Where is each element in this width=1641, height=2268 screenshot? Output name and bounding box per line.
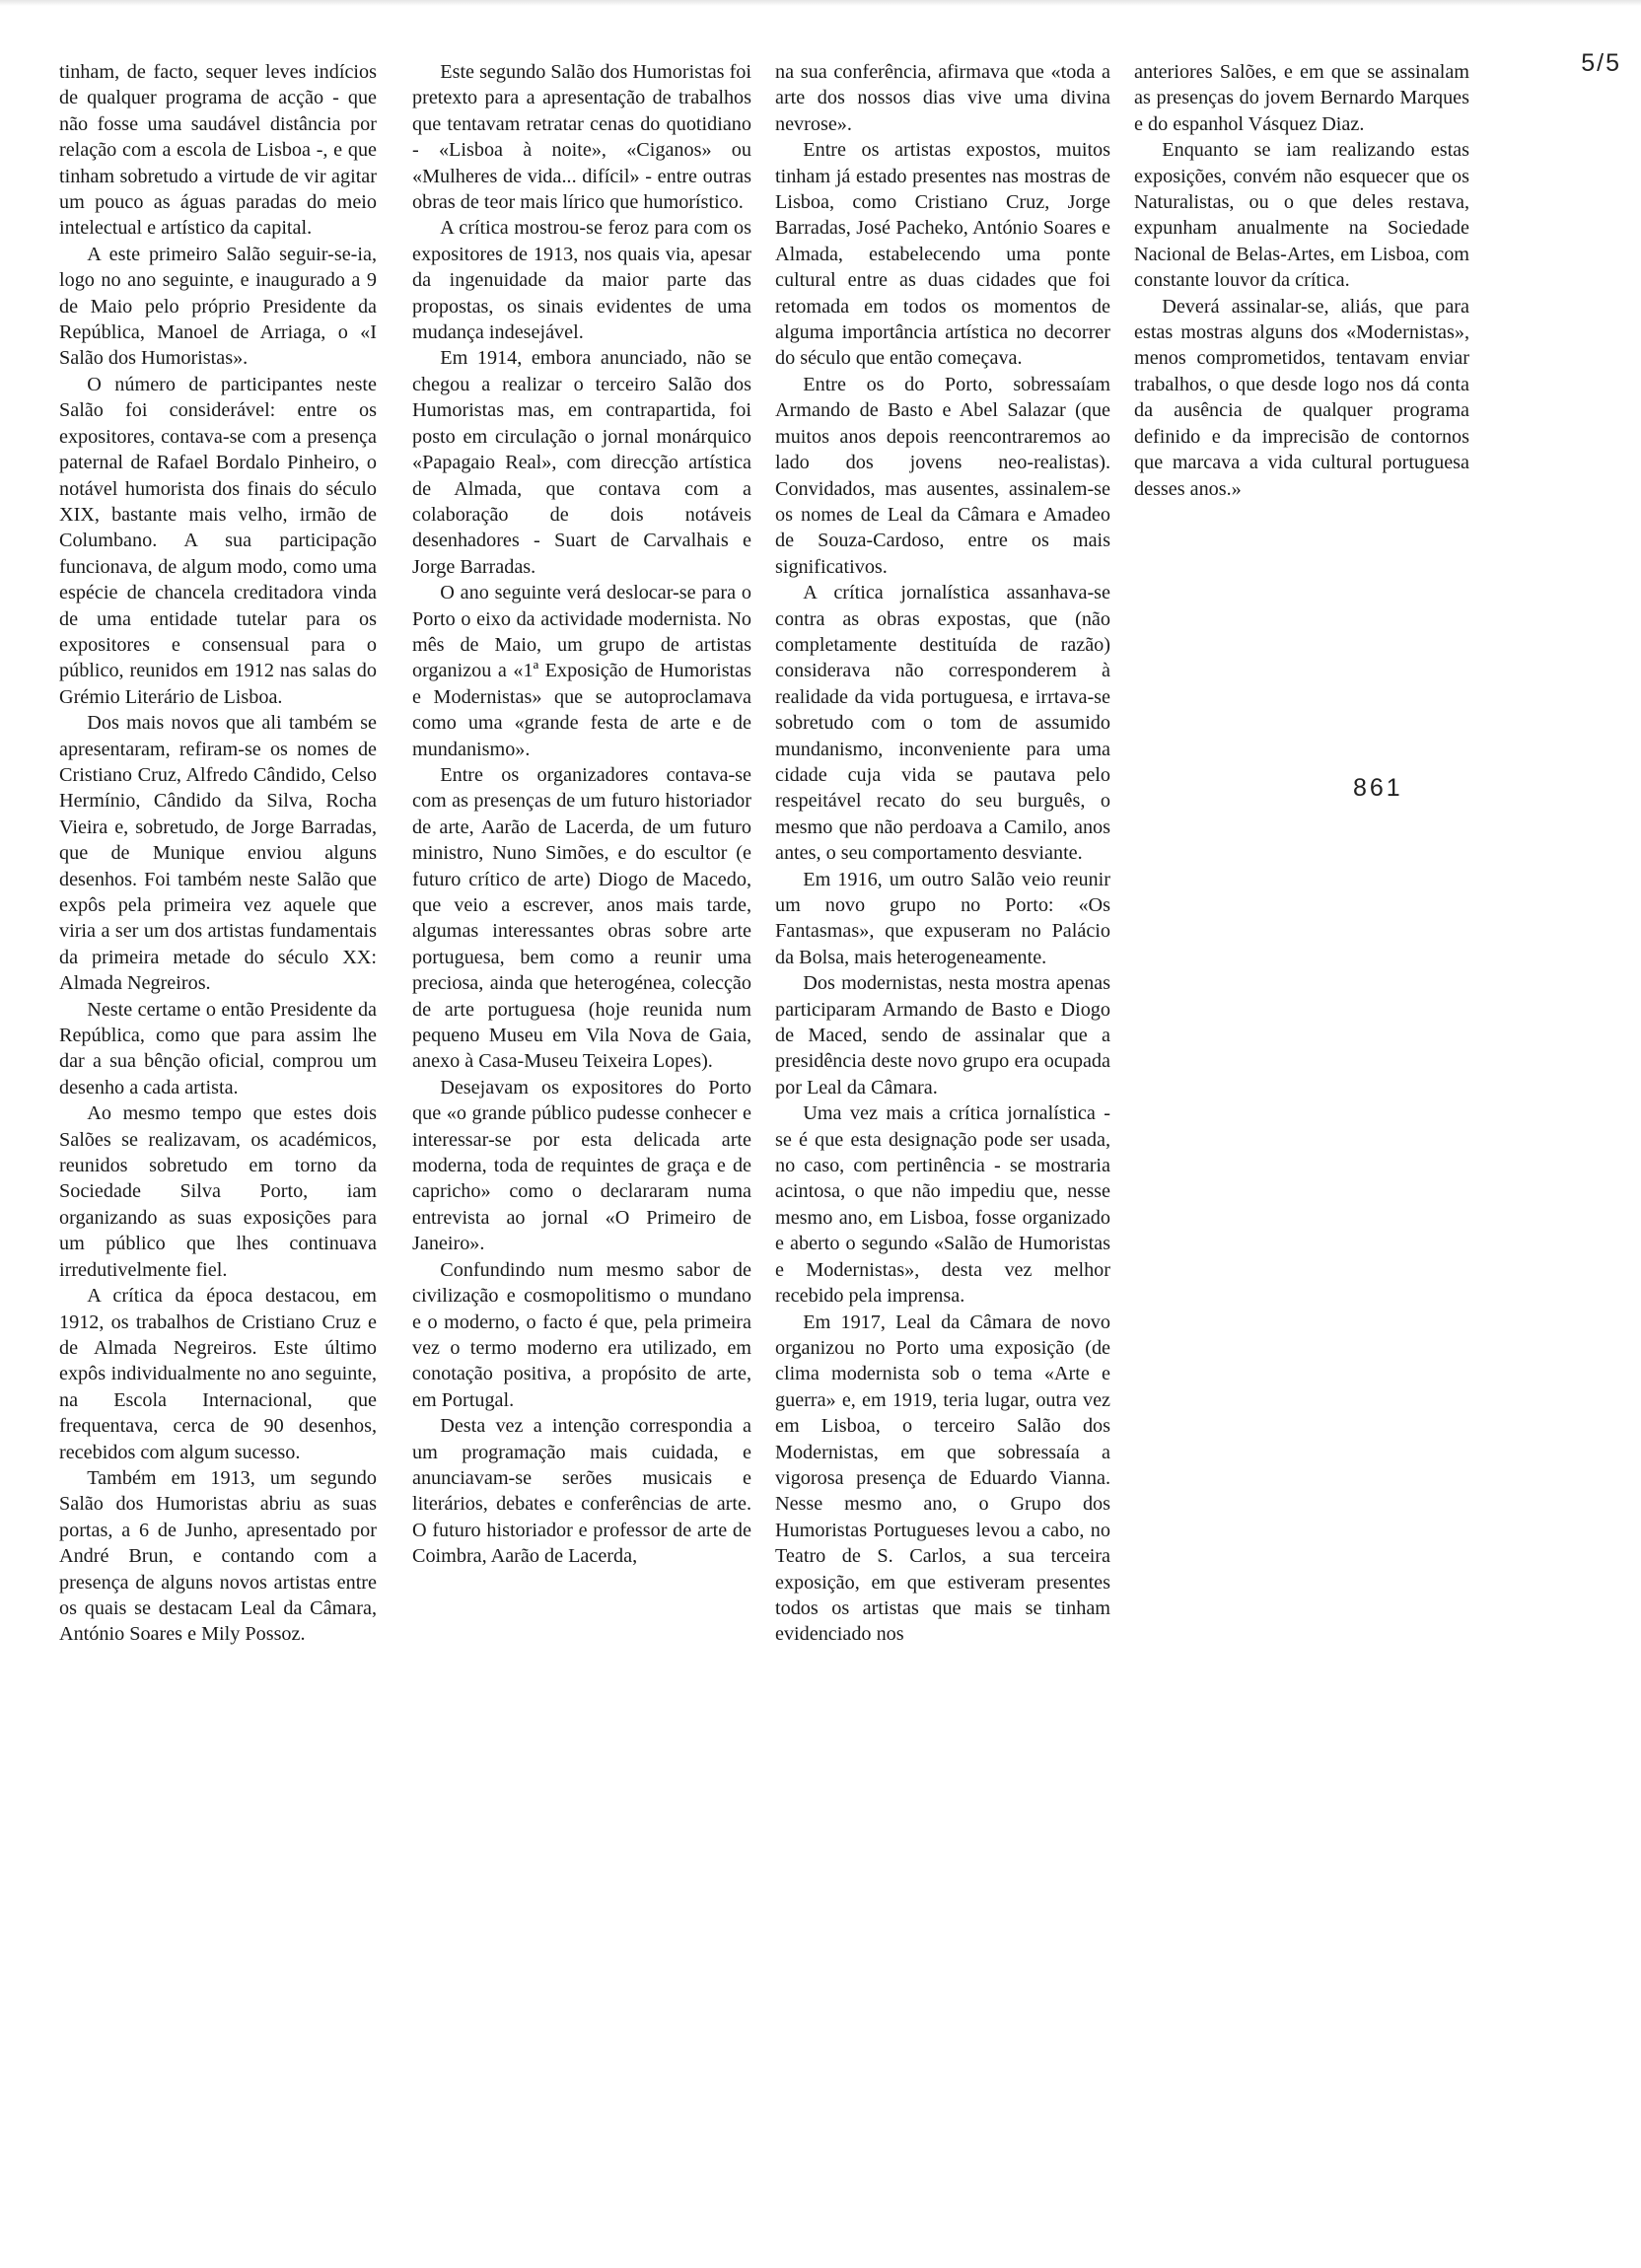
paragraph: Ao mesmo tempo que estes dois Salões se realizavam, os académicos, reunidos sobretudo em torno da Sociedade Silva Porto, iam organizando as suas exposições para um público que lhes continuava irredutivelmente fiel. [59,1102,377,1281]
paragraph: Uma vez mais a crítica jornalística - se é que esta designação pode ser usada, no caso, com pertinência - se mostraria acintosa, o que não impediu que, nesse mesmo ano, em Lisboa, fosse organizado e aberto o segundo «Salão de Humoristas e Modernistas», desta vez melhor recebido pela imprensa. [775,1102,1110,1308]
paragraph: na sua conferência, afirmava que «toda a arte dos nossos dias vive uma divina nevrose». [775,61,1110,135]
paragraph: Desejavam os expositores do Porto que «o grande público pudesse conhecer e interessar-se por esta delicada arte moderna, toda de requintes de graça e de capricho» como o declararam numa entrevista ao jornal «O Primeiro de Janeiro». [412,1076,751,1255]
page-number: 861 [1353,774,1403,802]
scan-edge [0,0,1641,6]
paragraph: O ano seguinte verá deslocar-se para o Porto o eixo da actividade modernista. No mês de Maio, um grupo de artistas organizou a «1ª Exposição de Humoristas e Modernistas» que se autoproclamava como uma «grande festa de arte e de mundanismo». [412,582,751,760]
text-column-4 [1134,59,1469,502]
paragraph: Também em 1913, um segundo Salão dos Humoristas abriu as suas portas, a 6 de Junho, apresentado por André Brun, e contando com a presença de alguns novos artistas entre os quais se destacam Leal da Câmara, António Soares e Mily Possoz. [59,1466,377,1646]
paragraph: anteriores Salões, e em que se assinalam as presenças do jovem Bernardo Marques e do espanhol Vásquez Diaz. [1134,61,1469,135]
paragraph: Entre os artistas expostos, muitos tinham já estado presentes nas mostras de Lisboa, como Cristiano Cruz, Jorge Barradas, José Pacheko, António Soares e Almada, estabelecendo uma ponte cultural entre as duas cidades que foi retomada em todos os momentos de alguma importância artística no decorrer do século que então começava. [775,139,1110,370]
page-marker: 5/5 [1581,49,1621,77]
paragraph: Em 1914, embora anunciado, não se chegou a realizar o terceiro Salão dos Humoristas mas, em contrapartida, foi posto em circulação o jornal monárquico «Papagaio Real», com direcção artística de Almada, que contava com a colaboração de dois notáveis desenhadores - Suart de Carvalhais e Jorge Barradas. [412,347,751,578]
paragraph: Enquanto se iam realizando estas exposições, convém não esquecer que os Naturalistas, ou o que deles restava, expunham anualmente na Sociedade Nacional de Belas-Artes, em Lisboa, com constante louvor da crítica. [1134,139,1469,292]
paragraph: O número de participantes neste Salão foi considerável: entre os expositores, contava-se com a presença paternal de Rafael Bordalo Pinheiro, o notável humorista dos finais do século XIX, bastante mais velho, irmão de Columbano. A sua participação funcionava, de algum modo, como uma espécie de chancela creditadora vinda de uma entidade tutelar para os expositores e consensual para o público, reunidos em 1912 nas salas do Grémio Literário de Lisboa. [59,373,377,708]
paragraph: Em 1917, Leal da Câmara de novo organizou no Porto uma exposição (de clima modernista sob o tema «Arte e guerra» e, em 1919, teria lugar, outra vez em Lisboa, o terceiro Salão dos Modernistas, em que sobressaía a vigorosa presença de Eduardo Vianna. Nesse mesmo ano, o Grupo dos Humoristas Portugueses levou a cabo, no Teatro de S. Carlos, a sua terceira exposição, em que estiveram presentes todos os artistas que mais se tinham evidenciado nos [775,1311,1110,1646]
paragraph: Dos modernistas, nesta mostra apenas participaram Armando de Basto e Diogo de Maced, sendo de assinalar que a presidência deste novo grupo era ocupada por Leal da Câmara. [775,972,1110,1099]
paragraph: Deverá assinalar-se, aliás, que para estas mostras alguns dos «Modernistas», menos comprometidos, tentavam enviar trabalhos, o que desde logo nos dá conta da ausência de qualquer programa definido e da imprecisão de contornos que marcava a vida cultural portuguesa desses anos.» [1134,295,1469,500]
paragraph: Dos mais novos que ali também se apresentaram, refiram-se os nomes de Cristiano Cruz, Alfredo Cândido, Celso Hermínio, Cândido da Silva, Rocha Vieira e, sobretudo, de Jorge Barradas, que de Munique enviou alguns desenhos. Foi também neste Salão que expôs pela primeira vez aquele que viria a ser um dos artistas fundamentais da primeira metade do século XX: Almada Negreiros. [59,712,377,995]
paragraph: A crítica jornalística assanhava-se contra as obras expostas, que (não completamente destituída de razão) considerava não corresponderem à realidade da vida portuguesa, e irrtava-se sobretudo com o tom de assumido mundanismo, inconveniente para uma cidade cuja vida se pautava pelo respeitável recato do seu burguês, o mesmo que não perdoava a Camilo, anos antes, o seu comportamento desviante. [775,582,1110,865]
paragraph: Neste certame o então Presidente da República, como que para assim lhe dar a sua bênção oficial, comprou um desenho a cada artista. [59,998,377,1099]
paragraph: Entre os organizadores contava-se com as presenças de um futuro historiador de arte, Aarão de Lacerda, de um futuro ministro, Nuno Simões, e do escultor (e futuro crítico de arte) Diogo de Macedo, que veio a escrever, anos mais tarde, algumas interessantes obras sobre arte portuguesa, bem como a reunir uma preciosa, ainda que heterogénea, colecção de arte portuguesa (hoje reunida num pequeno Museu em Vila Nova de Gaia, anexo à Casa-Museu Teixeira Lopes). [412,763,751,1073]
paragraph: A crítica da época destacou, em 1912, os trabalhos de Cristiano Cruz e de Almada Negreiros. Este último expôs individualmente no ano seguinte, na Escola Internacional, que frequentava, cerca de 90 desenhos, recebidos com algum sucesso. [59,1285,377,1463]
text-column-3 [775,59,1110,1648]
paragraph: Este segundo Salão dos Humoristas foi pretexto para a apresentação de trabalhos que tentavam retratar cenas do quotidiano - «Lisboa à noite», «Ciganos» ou «Mulheres de vida... difícil» - entre outras obras de teor mais lírico que humorístico. [412,61,751,214]
text-column-1 [59,59,377,1648]
paragraph: Confundindo num mesmo sabor de civilização e cosmopolitismo o mundano e o moderno, o facto é que, pela primeira vez o termo moderno era utilizado, em conotação positiva, a propósito de arte, em Portugal. [412,1258,751,1411]
paragraph: tinham, de facto, sequer leves indícios de qualquer programa de acção - que não fosse uma saudável distância por relação com a escola de Lisboa -, e que tinham sobretudo a virtude de vir agitar um pouco as águas paradas do meio intelectual e artístico da capital. [59,61,377,240]
paragraph: A este primeiro Salão seguir-se-ia, logo no ano seguinte, e inaugurado a 9 de Maio pelo próprio Presidente da República, Manoel de Arriaga, o «I Salão dos Humoristas». [59,243,377,370]
paragraph: A crítica mostrou-se feroz para com os expositores de 1913, nos quais via, apesar da ingenuidade da maior parte das propostas, os sinais evidentes de uma mudança indesejável. [412,217,751,344]
paragraph: Entre os do Porto, sobressaíam Armando de Basto e Abel Salazar (que muitos anos depois reencontraremos ao lado dos jovens neo-realistas). Convidados, mas ausentes, assinalem-se os nomes de Leal da Câmara e Amadeo de Souza-Cardoso, entre os mais significativos. [775,373,1110,578]
paragraph: Em 1916, um outro Salão veio reunir um novo grupo no Porto: «Os Fantasmas», que expuseram no Palácio da Bolsa, mais heterogeneamente. [775,868,1110,968]
paragraph: Desta vez a intenção correspondia a um programação mais cuidada, e anunciavam-se serões musicais e literários, debates e conferências de arte. O futuro historiador e professor de arte de Coimbra, Aarão de Lacerda, [412,1415,751,1568]
text-column-2 [412,59,751,1570]
